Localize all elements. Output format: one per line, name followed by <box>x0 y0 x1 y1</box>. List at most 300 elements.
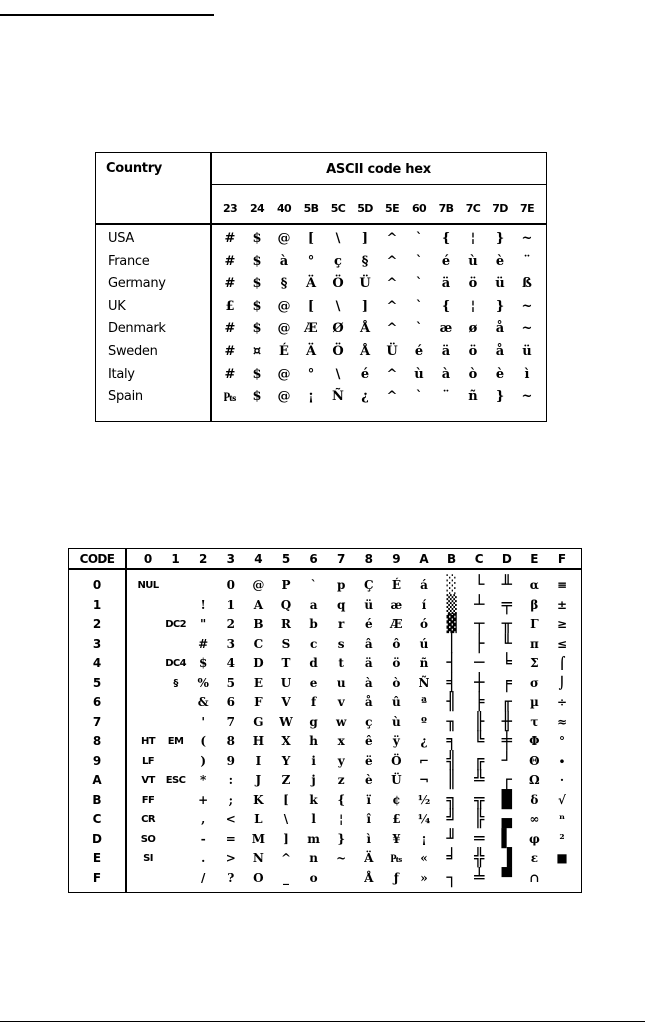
hex-code-header: 5C <box>330 202 346 215</box>
hex-code-header: 5D <box>357 202 373 215</box>
code-cell: 3 <box>226 636 235 651</box>
character-cell: # <box>224 366 236 382</box>
character-cell: ^ <box>386 276 398 292</box>
row-header: A <box>92 773 102 787</box>
code-cell: DC4 <box>165 658 186 669</box>
code-cell: K <box>253 792 264 807</box>
code-cell: q <box>336 597 346 612</box>
table-row <box>96 344 546 364</box>
code-cell: r <box>338 617 345 631</box>
code-cell: ╧ <box>474 867 485 888</box>
hex-code-header: 5B <box>303 202 319 215</box>
column-header: C <box>474 552 484 566</box>
header-rule <box>0 14 214 16</box>
code-cell: EM <box>167 736 184 747</box>
country-name: Sweden <box>108 344 158 359</box>
code-cell: ä <box>364 656 373 670</box>
character-cell: Ä <box>305 276 317 292</box>
code-cell: ª <box>421 695 427 709</box>
code-cell: 2 <box>226 617 235 631</box>
character-cell: @ <box>277 366 291 382</box>
table-divider-horizontal <box>69 568 581 570</box>
character-cell: ç <box>334 253 342 269</box>
code-cell: τ <box>530 714 539 729</box>
character-cell: å <box>495 344 505 359</box>
character-cell: ° <box>307 253 315 269</box>
code-cell: Ü <box>391 773 402 787</box>
table-row <box>96 389 546 409</box>
code-cell: _ <box>283 870 289 885</box>
code-cell: 7 <box>226 714 235 729</box>
code-cell: ó <box>419 617 428 631</box>
code-cell: ╒ <box>501 672 512 693</box>
code-cell: o <box>309 870 318 885</box>
code-cell: ╘ <box>501 653 512 673</box>
code-cell: U <box>280 675 292 690</box>
character-cell: Ø <box>332 321 344 337</box>
character-cell: ¡ <box>308 389 314 405</box>
row-header: 3 <box>92 636 102 651</box>
code-cell: ú <box>419 636 429 651</box>
code-cell: ≈ <box>556 714 568 729</box>
code-cell: í <box>421 597 427 612</box>
code-cell: ≡ <box>556 578 568 592</box>
row-header: D <box>92 831 102 846</box>
code-cell: Æ <box>390 617 403 631</box>
code-cell: P <box>281 578 291 592</box>
code-cell: ░ <box>446 575 457 595</box>
code-cell: V <box>281 695 291 709</box>
code-cell: \ <box>283 812 289 826</box>
code-cell: ¢ <box>392 792 401 807</box>
code-cell: à <box>364 675 373 690</box>
row-header: 1 <box>92 597 102 612</box>
character-cell: Ä <box>305 344 317 359</box>
code-cell: ÷ <box>556 695 568 709</box>
code-cell: ⌐ <box>418 753 430 768</box>
table-divider-vertical <box>125 549 127 892</box>
code-cell: ç <box>365 714 373 729</box>
code-cell: ▌ <box>501 828 512 849</box>
character-cell: Ü <box>359 276 371 292</box>
code-cell: R <box>281 617 291 631</box>
code-cell: ┐ <box>446 867 457 888</box>
code-cell: Σ <box>530 656 539 670</box>
character-cell: ^ <box>386 321 398 337</box>
code-cell: i <box>311 753 316 768</box>
code-cell: 6 <box>226 695 235 709</box>
code-cell: LF <box>141 755 154 767</box>
character-cell: ü <box>522 344 532 359</box>
code-cell: ü <box>364 597 374 612</box>
row-header: E <box>92 851 102 865</box>
code-cell: § <box>173 677 178 689</box>
character-cell: [ <box>307 231 315 246</box>
code-cell: ² <box>559 831 565 846</box>
code-cell: x <box>337 734 345 748</box>
character-cell: Å <box>359 344 371 359</box>
code-cell: 4 <box>226 656 235 670</box>
code-cell: Θ <box>529 753 540 768</box>
code-cell: ╩ <box>474 770 485 790</box>
code-cell: µ <box>529 695 539 709</box>
code-cell: π <box>529 636 539 651</box>
code-cell: ≥ <box>556 617 568 631</box>
code-cell: [ <box>283 792 289 807</box>
code-cell: « <box>420 851 428 865</box>
character-cell: \ <box>335 298 341 314</box>
character-cell: ~ <box>521 298 533 314</box>
country-name: Germany <box>108 276 166 292</box>
character-cell: ì <box>524 366 530 382</box>
table-divider-header <box>210 184 546 185</box>
code-cell: δ <box>530 792 539 807</box>
code-cell: ì <box>366 831 372 846</box>
column-header: B <box>447 552 457 566</box>
code-cell: ¥ <box>392 831 401 846</box>
code-cell: ^ <box>280 851 292 865</box>
code-cell: . <box>201 851 206 865</box>
code-cell: ╦ <box>474 789 485 810</box>
code-cell: Q <box>280 597 292 612</box>
code-cell: c <box>309 636 318 651</box>
code-cell: J <box>255 773 262 787</box>
code-cell: DC2 <box>165 619 186 630</box>
row-header: C <box>92 812 102 826</box>
character-cell: Ö <box>332 344 344 359</box>
code-cell: ¦ <box>339 812 344 826</box>
character-cell: { <box>441 231 451 246</box>
code-cell: Ç <box>364 578 374 592</box>
code-cell: # <box>198 636 209 651</box>
character-cell: ò <box>468 366 478 382</box>
table-row <box>96 276 546 296</box>
code-cell: ë <box>364 753 373 768</box>
code-cell: ┤ <box>446 653 457 673</box>
code-cell: @ <box>252 578 265 592</box>
hex-code-header: 24 <box>249 202 265 215</box>
country-name: UK <box>108 298 126 314</box>
footer-rule <box>0 1021 645 1022</box>
code-cell: ╔ <box>474 750 485 771</box>
code-cell: 0 <box>226 578 235 592</box>
character-code-table <box>68 548 582 893</box>
hex-code-header: 40 <box>276 202 292 215</box>
code-cell: g <box>309 714 318 729</box>
code-cell: · <box>559 773 565 787</box>
code-cell: ∞ <box>529 812 540 826</box>
character-cell: \ <box>335 231 341 246</box>
character-cell: ` <box>415 231 423 246</box>
character-cell: ¨ <box>442 389 450 405</box>
code-cell: v <box>337 695 345 709</box>
character-cell: Ñ <box>332 389 344 405</box>
table-row <box>96 254 546 274</box>
character-cell: ü <box>495 276 505 292</box>
character-cell: Æ <box>304 321 318 337</box>
code-cell: : <box>228 773 234 787</box>
code-cell: t <box>338 656 344 670</box>
code-cell: ╟ <box>474 711 485 732</box>
code-cell: £ <box>392 812 401 826</box>
code-cell: > <box>225 851 236 865</box>
code-cell: ù <box>392 714 401 729</box>
international-character-table <box>95 152 547 422</box>
code-cell: d <box>309 656 318 670</box>
code-cell: ╠ <box>474 809 485 829</box>
code-cell: ╜ <box>446 828 457 849</box>
column-header: A <box>419 552 429 566</box>
code-cell: î <box>366 812 372 826</box>
code-cell: ï <box>366 792 372 807</box>
code-cell: æ <box>390 597 403 612</box>
table-divider-horizontal <box>96 223 546 225</box>
character-cell: $ <box>252 321 262 337</box>
code-cell: è <box>364 773 373 787</box>
code-cell: y <box>337 753 345 768</box>
code-cell: â <box>364 636 373 651</box>
character-cell: ö <box>468 344 478 359</box>
column-header: 6 <box>309 552 318 566</box>
code-cell: - <box>200 831 206 846</box>
code-cell: ╤ <box>501 594 512 615</box>
code-cell: ÿ <box>392 734 400 748</box>
code-cell: E <box>253 675 263 690</box>
character-cell: @ <box>277 298 291 314</box>
code-cell: █ <box>501 789 512 810</box>
code-cell: SI <box>143 853 153 864</box>
code-cell: ▄ <box>501 809 512 829</box>
country-name: France <box>108 253 150 269</box>
code-cell: ¬ <box>418 773 430 787</box>
code-cell: Z <box>281 773 291 787</box>
ascii-code-header: ASCII code hex <box>326 162 431 177</box>
code-cell: ≤ <box>556 636 568 651</box>
code-cell: HT <box>141 736 155 747</box>
code-cell: f <box>311 695 317 709</box>
code-cell: √ <box>558 792 566 807</box>
code-cell: ╡ <box>446 672 457 693</box>
character-cell: $ <box>252 253 262 269</box>
character-cell: è <box>495 253 505 269</box>
code-cell: ╓ <box>501 692 512 712</box>
row-header: 2 <box>92 617 102 631</box>
character-cell: ` <box>415 321 423 337</box>
code-cell: Ñ <box>418 675 430 690</box>
code-cell: / <box>200 870 206 885</box>
code-cell: u <box>336 675 346 690</box>
code-cell: º <box>421 714 427 729</box>
character-cell: ö <box>468 276 478 292</box>
character-cell: } <box>495 389 505 405</box>
code-cell: S <box>281 636 291 651</box>
character-cell: [ <box>307 298 315 314</box>
character-cell: # <box>224 253 236 269</box>
character-cell: ~ <box>521 389 533 405</box>
code-cell: φ <box>528 831 540 846</box>
country-column-header: Country <box>106 161 162 176</box>
code-cell: ╢ <box>446 692 457 712</box>
character-cell: \ <box>335 366 341 382</box>
code-cell: ∩ <box>529 870 540 885</box>
table-row <box>96 321 546 341</box>
code-cell: ¼ <box>417 812 431 826</box>
character-cell: $ <box>252 276 262 292</box>
code-cell: σ <box>529 675 539 690</box>
code-cell: h <box>309 734 318 748</box>
code-cell: z <box>337 773 345 787</box>
code-cell: é <box>364 617 373 631</box>
character-cell: ` <box>415 253 423 269</box>
column-header: 1 <box>171 552 180 566</box>
code-cell: ▒ <box>446 594 457 615</box>
character-cell: ¦ <box>470 298 476 314</box>
code-cell: ■ <box>556 851 568 865</box>
character-cell: } <box>495 298 505 314</box>
code-cell: < <box>225 812 236 826</box>
code-cell: ┼ <box>474 672 485 693</box>
code-cell: FF <box>141 794 155 806</box>
character-cell: { <box>441 298 451 314</box>
code-cell: ESC <box>165 775 186 786</box>
table-row <box>96 367 546 387</box>
character-cell: # <box>224 231 236 246</box>
row-header: 0 <box>92 578 102 592</box>
character-cell: @ <box>277 389 291 405</box>
table-row <box>96 231 546 251</box>
code-cell: T <box>281 656 291 670</box>
code-cell: ∙ <box>558 753 566 768</box>
character-cell: # <box>224 344 236 359</box>
code-cell: ô <box>392 636 401 651</box>
character-cell: Ü <box>386 344 398 359</box>
character-cell: ß <box>522 276 532 292</box>
row-header: 4 <box>92 656 102 670</box>
character-cell: ° <box>307 366 315 382</box>
code-cell: " <box>200 617 207 631</box>
character-cell: ¨ <box>523 253 531 269</box>
column-header: 9 <box>392 552 401 566</box>
character-cell: à <box>279 253 289 269</box>
code-cell: } <box>337 831 346 846</box>
column-header: 2 <box>199 552 208 566</box>
code-cell: w <box>336 714 347 729</box>
code-cell: ┌ <box>501 770 512 790</box>
code-cell: ₧ <box>390 851 403 865</box>
character-cell: $ <box>252 366 262 382</box>
column-header: 0 <box>143 552 153 566</box>
row-header: 9 <box>92 753 102 768</box>
code-cell: CR <box>141 814 155 825</box>
column-header: 5 <box>281 552 291 566</box>
code-cell: ╖ <box>446 711 457 732</box>
code-cell: { <box>337 792 346 807</box>
code-cell: ) <box>200 753 207 768</box>
hex-code-header: 7D <box>492 202 508 215</box>
code-cell: ö <box>392 656 401 670</box>
code-cell: ò <box>392 675 401 690</box>
code-cell: O <box>253 870 264 885</box>
code-cell: ╞ <box>474 692 485 712</box>
code-cell: ' <box>201 714 206 729</box>
code-cell: É <box>391 578 401 592</box>
row-header: F <box>92 870 102 885</box>
code-cell: X <box>281 734 291 748</box>
character-cell: } <box>495 231 505 246</box>
code-cell: b <box>309 617 318 631</box>
character-cell: ` <box>415 389 423 405</box>
character-cell: ä <box>441 344 451 359</box>
row-header: 8 <box>92 734 102 748</box>
character-cell: ^ <box>386 298 398 314</box>
code-cell: k <box>309 792 318 807</box>
character-cell: $ <box>252 231 262 246</box>
code-cell: ┴ <box>474 594 485 615</box>
country-name: Denmark <box>108 321 166 337</box>
code-cell: ╙ <box>501 633 512 654</box>
hex-code-header: 7C <box>465 202 481 215</box>
code-cell: Γ <box>530 617 539 631</box>
character-cell: ¤ <box>252 344 262 359</box>
code-cell: p <box>336 578 346 592</box>
character-cell: ù <box>414 366 424 382</box>
character-cell: @ <box>277 321 291 337</box>
code-cell: ± <box>556 597 568 612</box>
code-cell: Φ <box>529 734 540 748</box>
character-cell: à <box>441 366 451 382</box>
character-cell: ^ <box>386 231 398 246</box>
code-cell: ; <box>228 792 234 807</box>
column-header: F <box>557 552 567 566</box>
code-cell: ▀ <box>501 867 512 888</box>
code-cell: = <box>225 831 236 846</box>
code-cell: n <box>309 851 318 865</box>
code-cell: ┬ <box>474 614 485 634</box>
code-cell: s <box>337 636 345 651</box>
code-cell: Å <box>364 870 374 885</box>
code-cell: , <box>201 812 206 826</box>
character-cell: # <box>224 276 236 292</box>
code-cell: ~ <box>336 851 347 865</box>
character-cell: # <box>224 321 236 337</box>
character-cell: ` <box>415 298 423 314</box>
code-cell: ° <box>559 734 565 748</box>
character-cell: ¦ <box>470 231 476 246</box>
hex-code-header: 60 <box>411 202 427 215</box>
character-cell: é <box>360 366 370 382</box>
character-cell: è <box>495 366 505 382</box>
code-cell: W <box>279 714 293 729</box>
code-cell: ├ <box>474 633 485 654</box>
code-cell: ╪ <box>501 731 512 751</box>
character-cell: ù <box>468 253 478 269</box>
character-cell: é <box>414 344 424 359</box>
code-cell: ╬ <box>474 848 485 868</box>
code-cell: A <box>253 597 264 612</box>
code-cell: $ <box>199 656 208 670</box>
character-cell: Å <box>359 321 371 337</box>
row-header: 6 <box>92 695 102 709</box>
character-cell: ~ <box>521 321 533 337</box>
character-cell: ~ <box>521 231 533 246</box>
code-cell: 9 <box>226 753 235 768</box>
code-cell: ╥ <box>501 614 512 634</box>
code-cell: l <box>311 812 316 826</box>
code-cell: ¡ <box>421 831 427 846</box>
code-cell: & <box>197 695 209 709</box>
code-cell: ┘ <box>501 750 512 771</box>
character-cell: ] <box>361 231 369 246</box>
